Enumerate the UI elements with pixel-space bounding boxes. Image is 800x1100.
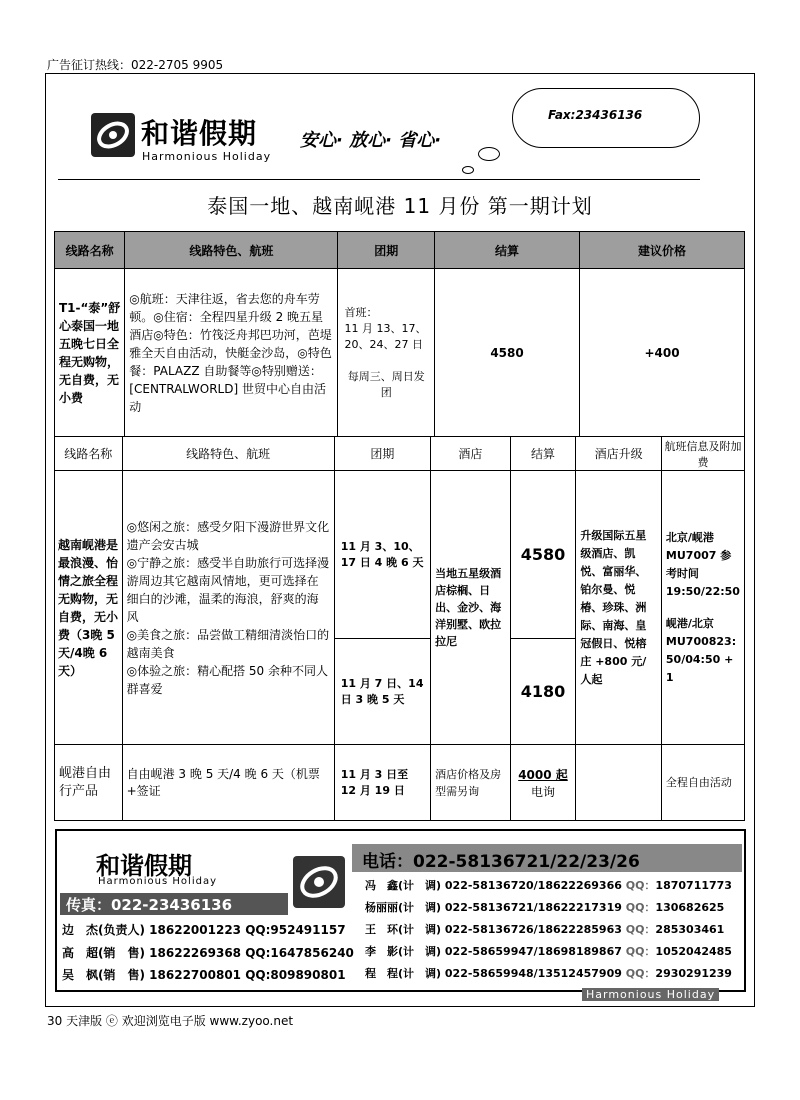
departure-dates [338, 269, 435, 437]
divider [58, 179, 700, 180]
staff-row [62, 944, 354, 961]
operator-phones: 022-58659947/18698189867 [444, 945, 622, 958]
settle-from: 4000 起 [518, 767, 568, 782]
feature-line: ◎宁静之旅：感受半自助旅行可选择漫游周边其它越南风情地，更可选择在细白的沙滩，温柔的海浪，舒爽的海风 [126, 555, 330, 624]
route-name: 岘港自由行产品 [55, 745, 123, 821]
operator-phones: 022-58136721/18622217319 [444, 901, 622, 914]
contact-fax: 传真：022-23436136 [60, 893, 288, 915]
brand-english: Harmonious Holiday [142, 150, 272, 163]
route-features: 自由岘港 3 晚 5 天/4 晚 6 天（机票+签证 [122, 745, 334, 821]
brand-name: 和谐假期 [141, 117, 258, 150]
operator-phones: 022-58659948/13512457909 [444, 967, 622, 980]
qq-number: 1870711773 [655, 879, 732, 892]
operator-row [365, 877, 732, 893]
qq-label: QQ： [625, 901, 656, 914]
departure-dates: 11 月 3、10、17 日 4 晚 6 天 [334, 471, 430, 639]
contact-phone: 电话：022-58136721/22/23/26 [352, 844, 742, 872]
qq-label: QQ： [625, 879, 656, 892]
flight-info: 全程自由活动 [661, 745, 744, 821]
staff-name: 高 超(销 售) [62, 946, 145, 960]
staff-row [62, 921, 346, 938]
bubble-dot [478, 147, 500, 161]
suggested-price: +400 [580, 269, 745, 437]
settlement-price: 4580 [510, 471, 576, 639]
vietnam-table [54, 436, 745, 821]
operator-phones: 022-58136726/18622285963 [444, 923, 622, 936]
bubble-dot [462, 166, 474, 174]
qq-label: QQ： [625, 923, 656, 936]
feature-line: ◎悠闲之旅：感受夕阳下漫游世界文化遗产会安古城 [126, 519, 330, 552]
dates-line: 11 月 13、17、20、24、27 日 [344, 321, 427, 351]
hotel-info: 酒店价格及房型需另询 [431, 745, 510, 821]
route-name: T1-“泰”舒心泰国一地五晚七日全程无购物，无自费，无小费 [55, 269, 125, 437]
col-header: 线路名称 [55, 437, 123, 471]
col-header: 团期 [334, 437, 430, 471]
settle-note: 电询 [530, 784, 555, 799]
qq-label: QQ： [625, 945, 656, 958]
hotel-upgrade [576, 745, 662, 821]
qq-number: 285303461 [655, 923, 725, 936]
watermark: Harmonious Holiday [582, 988, 719, 1001]
plan-title: 泰国一地、越南岘港 11 月份 第一期计划 [207, 194, 593, 218]
col-header: 团期 [338, 232, 435, 269]
operator-row [365, 943, 732, 959]
feature-line: ◎体验之旅：精心配搭 50 余种不同人群喜爱 [126, 663, 328, 696]
staff-info: 18622269368 QQ:1647856240 [149, 946, 354, 960]
ad-hotline: 广告征订热线：022-2705 9905 [47, 58, 224, 72]
route-features [122, 471, 334, 745]
dates-line: 每周三、周日发团 [347, 369, 425, 399]
departure-dates: 11 月 3 日至 12 月 19 日 [334, 745, 430, 821]
col-header: 线路名称 [55, 232, 125, 269]
qq-number: 130682625 [655, 901, 725, 914]
contact-brand-name: 和谐假期 [96, 851, 192, 880]
operator-name: 王 环(计 调) [365, 923, 442, 936]
settlement-price: 4580 [434, 269, 579, 437]
col-header: 酒店升级 [576, 437, 662, 471]
col-header: 酒店 [431, 437, 510, 471]
operator-phones: 022-58136720/18622269366 [444, 879, 622, 892]
contact-logo-icon [293, 856, 345, 908]
page-footer: 30 天津版 ⓔ 欢迎浏览电子版 www.zyoo.net [47, 1014, 294, 1028]
operator-name: 程 程(计 调) [365, 967, 442, 980]
hotel-upgrade: 升级国际五星级酒店、凯悦、富丽华、铂尔曼、悦椿、珍珠、洲际、南海、皇冠假日、悦榕庄 +800 元/人起 [576, 471, 662, 745]
operator-row [365, 899, 724, 915]
flight-line: 北京/岘港 MU7007 参考时间 19:50/22:50 [665, 530, 740, 598]
staff-info: 18622700801 QQ:809890801 [149, 968, 346, 982]
feature-line: ◎美食之旅：品尝做工精细清淡怡口的越南美食 [126, 627, 330, 660]
col-header: 线路特色、航班 [125, 232, 338, 269]
operator-name: 杨丽丽(计 调) [365, 901, 442, 914]
departure-dates: 11 月 7 日、14 日 3 晚 5 天 [334, 639, 430, 745]
col-header: 建议价格 [580, 232, 745, 269]
staff-name: 边 杰(负责人) [62, 923, 145, 937]
col-header: 结算 [510, 437, 576, 471]
thailand-table [54, 231, 745, 437]
staff-name: 吴 枫(销 售) [62, 968, 145, 982]
brand-slogan: 安心· 放心· 省心· [300, 130, 442, 151]
hotel-info: 当地五星级酒店棕榈、日出、金沙、海洋别墅、欧拉拉尼 [431, 471, 510, 745]
fax-number: Fax:23436136 [548, 108, 643, 122]
operator-name: 冯 鑫(计 调) [365, 879, 442, 892]
qq-label: QQ： [625, 967, 656, 980]
route-features: ◎航班：天津往返，省去您的舟车劳顿。◎住宿：全程四星升级 2 晚五星酒店◎特色：竹筏泛舟邦巴功河，芭堤雅全天自由活动，快艇金沙岛，◎特色餐：PALAZZ 自助餐等◎特别赠送：[CENTRALWORLD] 世贸中心自由活动 [125, 269, 338, 437]
operator-row [365, 965, 732, 981]
staff-row [62, 966, 346, 983]
dates-line: 首班： [344, 305, 378, 319]
operator-name: 李 影(计 调) [365, 945, 442, 958]
contact-brand-english: Harmonious Holiday [98, 876, 217, 887]
staff-info: 18622001223 QQ:952491157 [149, 923, 346, 937]
flight-line: 岘港/北京 MU700823: 50/04:50 + 1 [665, 616, 737, 684]
col-header: 结算 [434, 232, 579, 269]
settlement-price: 4180 [510, 639, 576, 745]
route-name: 越南岘港是最浪漫、怡情之旅全程无购物，无自费，无小费（3晚 5 天/4晚 6 天） [55, 471, 123, 745]
settlement-price [510, 745, 576, 821]
brand-logo-icon [91, 113, 135, 157]
qq-number: 1052042485 [655, 945, 732, 958]
col-header: 线路特色、航班 [122, 437, 334, 471]
qq-number: 2930291239 [655, 967, 732, 980]
col-header: 航班信息及附加费 [661, 437, 744, 471]
flight-info [661, 471, 744, 745]
operator-row [365, 921, 724, 937]
